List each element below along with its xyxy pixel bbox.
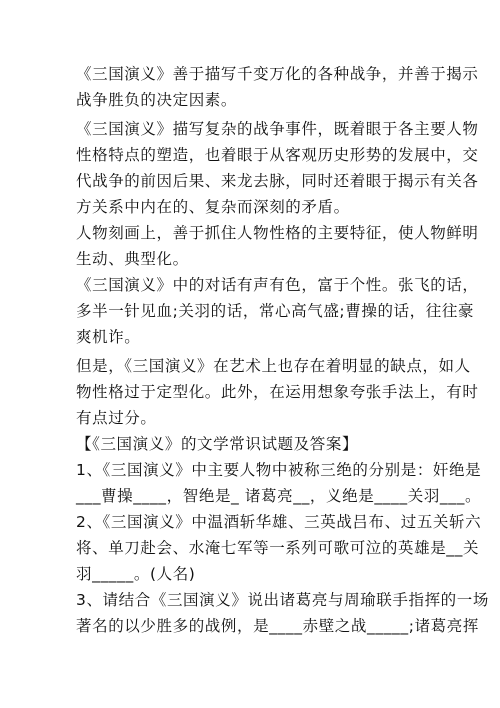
question-line: 3、请结合《三国演义》说出诸葛亮与周瑜联手指挥的一场 bbox=[76, 591, 489, 609]
text-line: 性格特点的塑造，也着眼于从客观历史形势的发展中，交 bbox=[76, 146, 479, 164]
text-line: 方关系中内在的、复杂而深刻的矛盾。 bbox=[76, 198, 350, 216]
text-line: 《三国演义》善于描写千变万化的各种战争，并善于揭示 bbox=[76, 65, 479, 83]
text-line: 多半一针见血;关羽的话，常心高气盛;曹操的话，往往豪 bbox=[76, 302, 475, 320]
text-line: 生动、典型化。 bbox=[76, 250, 189, 268]
text-line: 物性格过于定型化。此外，在运用想象夸张手法上，有时 bbox=[76, 383, 479, 401]
section-heading: 【《三国演义》的文学常识试题及答案】 bbox=[76, 435, 359, 453]
question-line: 将、单刀赴会、水淹七军等一系列可歌可泣的英雄是__关 bbox=[76, 539, 480, 557]
question-line: 著名的以少胜多的战例，是____赤壁之战_____;诸葛亮挥 bbox=[76, 617, 479, 635]
text-line: 但是，《三国演义》在艺术上也存在着明显的缺点，如人 bbox=[76, 357, 471, 375]
answer-line: ___曹操____，智绝是_ 诸葛亮__，义绝是____关羽___。 bbox=[76, 487, 482, 505]
text-line: 爽机诈。 bbox=[76, 328, 141, 346]
text-line: 《三国演义》描写复杂的战争事件，既着眼于各主要人物 bbox=[76, 120, 479, 138]
text-line: 有点过分。 bbox=[76, 409, 157, 427]
text-line: 战争胜负的决定因素。 bbox=[76, 91, 238, 109]
text-line: 代战争的前因后果、来龙去脉，同时还着眼于揭示有关各 bbox=[76, 172, 479, 190]
answer-line: 羽_____。(人名) bbox=[76, 565, 196, 583]
text-line: 《三国演义》中的对话有声有色，富于个性。张飞的话， bbox=[76, 276, 479, 294]
question-line: 1、《三国演义》中主要人物中被称三绝的分别是：奸绝是 bbox=[76, 461, 482, 479]
question-line: 2、《三国演义》中温酒斩华雄、三英战吕布、过五关斩六 bbox=[76, 513, 482, 531]
text-line: 人物刻画上，善于抓住人物性格的主要特征，使人物鲜明 bbox=[76, 224, 479, 242]
